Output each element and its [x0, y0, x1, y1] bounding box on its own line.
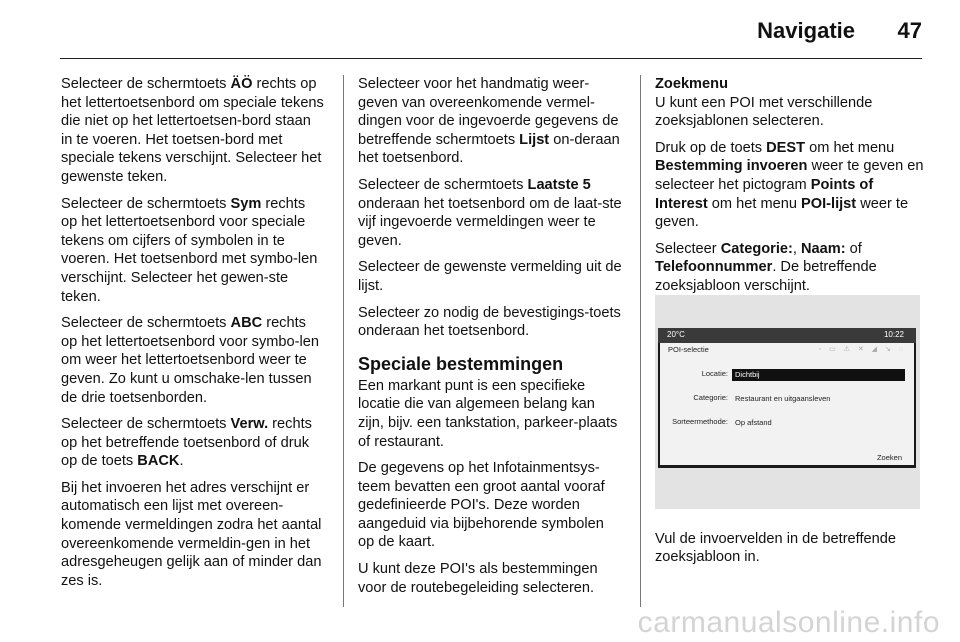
- field-row-sort-method[interactable]: Sorteermethode: Op afstand: [672, 417, 772, 427]
- page-header: [0, 16, 960, 58]
- paragraph: Selecteer de schermtoets ABC rechts op het lettertoetsenbord voor symbo-len om weer het lettertoetsenbord weer te geven. Zo kunt u omschake-len tussen de drie toetsenborden.: [61, 315, 319, 406]
- paragraph: Selecteer de schermtoets Laatste 5 onderaan het toetsenbord om de laat-ste vijf ingevoerde vermeldingen weer te geven.: [358, 176, 622, 249]
- paragraph: Selecteer de schermtoets Verw. rechts op het betreffende toetsenbord of druk op de toets BACK.: [61, 416, 312, 470]
- screen-title: POI-selectie: [668, 345, 709, 354]
- status-bar: [658, 328, 916, 343]
- column-divider: [343, 75, 344, 607]
- watermark: carmanualsonline.info: [637, 606, 940, 639]
- status-icons: ◦ ▭ ⚠ ✕ ◢ ↘ ◌: [818, 346, 906, 353]
- field-row-location[interactable]: Locatie: Dichtbij: [660, 369, 914, 381]
- clock: 10:22: [883, 330, 904, 339]
- paragraph: U kunt deze POI's als bestemmingen voor de routebegeleiding selecteren.: [358, 561, 598, 596]
- screenshot-figure: [655, 295, 920, 509]
- header-rule: [60, 58, 922, 59]
- paragraph: Selecteer Categorie:, Naam: of Telefoonnummer. De betreffende zoeksjabloon verschijnt.: [655, 240, 877, 294]
- paragraph: Bij het invoeren het adres verschijnt er automatisch een lijst met overeen-komende vermeldingen zodra het aantal overeenkomende vermeldin-gen in het adresgeheugen gelijk aan of minder dan zes is.: [61, 479, 322, 589]
- page-title: Navigatie: [757, 18, 855, 43]
- subheading: Zoekmenu: [655, 76, 728, 92]
- field-row-category[interactable]: Categorie: Restaurant en uitgaansleven: [693, 393, 831, 403]
- temperature: 20°C: [667, 330, 685, 339]
- paragraph: Selecteer de schermtoets Sym rechts op het lettertoetsenbord voor speciale tekens om cijfers of symbolen in te voeren. Het toetsenbord met symbo-len verschijnt. Selecteer het gewen-ste teken.: [61, 195, 318, 305]
- infotainment-screen: [658, 328, 916, 468]
- paragraph: U kunt een POI met verschillende zoeksjablonen selecteren.: [655, 94, 873, 130]
- paragraph: Een markant punt is een specifieke locatie die van algemeen belang kan zijn, bijv. een tankstation, parkeer-plaats of restaurant.: [358, 377, 618, 450]
- page-number: 47: [897, 18, 922, 43]
- paragraph: De gegevens op het Infotainmentsys-teem bevatten een groot aantal vooraf gedefinieerde POI's. Deze worden aangeduid via bijbehorende symbolen op de kaart.: [358, 460, 605, 551]
- paragraph: Selecteer zo nodig de bevestigings-toets onderaan het toetsenbord.: [358, 304, 621, 340]
- section-heading: Speciale bestemmingen: [358, 353, 564, 374]
- paragraph: Selecteer voor het handmatig weer-geven van overeenkomende vermel-dingen voor de ingevoerde gegevens de betreffende schermtoets Lijst on-deraan het toetsenbord.: [358, 76, 620, 167]
- column-2: [358, 75, 622, 605]
- search-button[interactable]: Zoeken: [876, 453, 902, 462]
- paragraph: Selecteer de schermtoets ÄÖ rechts op het lettertoetsenbord om speciale tekens die niet op het lettertoetsen-bord staan in te voeren. Het toetsen-bord met speciale tekens verschijnt. Selecteer het gewenste teken.: [61, 76, 324, 185]
- column-divider: [640, 75, 641, 607]
- poi-selection-panel: [660, 343, 914, 465]
- paragraph: Druk op de toets DEST om het menu Bestemming invoeren weer te geven en selecteer het pictogram Points of Interest om het menu POI-lijst weer te geven.: [655, 139, 924, 231]
- paragraph: Vul de invoervelden in de betreffende zoeksjabloon in.: [655, 530, 896, 566]
- column-1: [61, 75, 325, 598]
- paragraph: Selecteer de gewenste vermelding uit de lijst.: [358, 259, 622, 294]
